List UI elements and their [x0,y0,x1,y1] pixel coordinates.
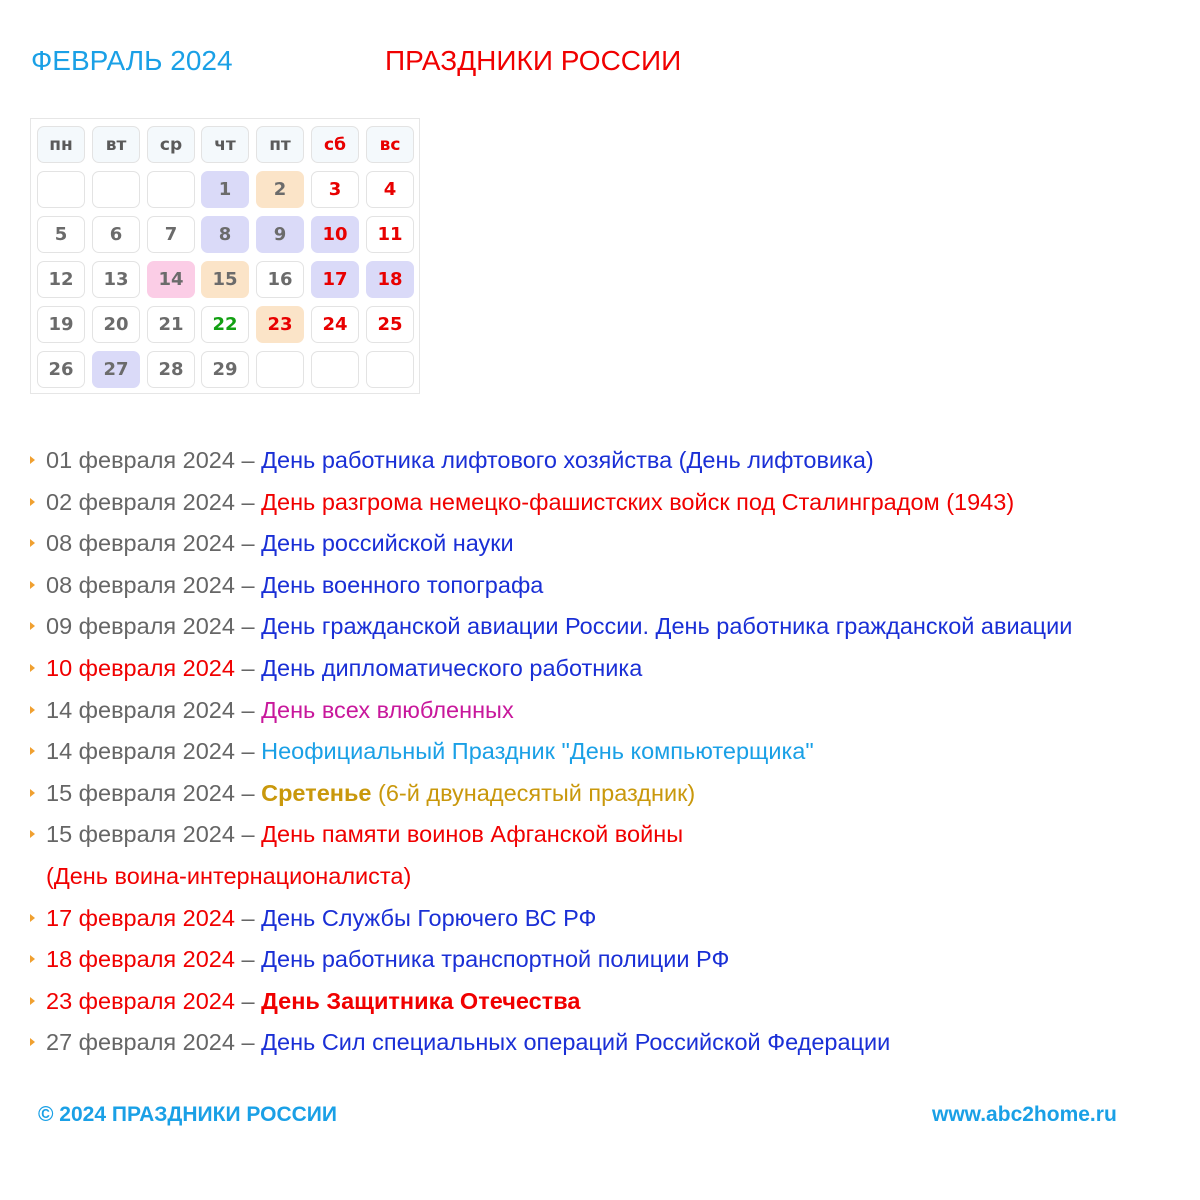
calendar-day[interactable]: 7 [147,216,195,253]
month-calendar [30,118,420,394]
weekday-header: вт [92,126,140,163]
holiday-date: 14 февраля 2024 [46,696,235,723]
calendar-day[interactable]: 24 [311,306,359,343]
bullet-arrow-icon [30,747,35,755]
holiday-dash: – [234,904,262,931]
holiday-item [28,606,1072,648]
calendar-empty-cell [37,171,85,208]
calendar-day[interactable]: 19 [37,306,85,343]
calendar-day[interactable]: 10 [311,216,359,253]
holiday-date: 14 февраля 2024 [46,738,235,765]
holiday-name: День всех влюбленных [261,696,514,723]
holiday-dash: – [234,654,262,681]
holiday-dash: – [234,821,262,848]
bullet-arrow-icon [30,789,35,797]
calendar-day[interactable]: 15 [201,261,249,298]
calendar-day[interactable]: 29 [201,351,249,388]
calendar-empty-cell [92,171,140,208]
website-link[interactable]: www.abc2home.ru [932,1103,1117,1126]
calendar-day[interactable]: 23 [256,306,304,343]
calendar-day[interactable]: 16 [256,261,304,298]
bullet-arrow-icon [30,997,35,1005]
calendar-empty-cell [256,351,304,388]
holiday-name: День памяти воинов Афганской войны [261,821,684,848]
bullet-arrow-icon [30,539,35,547]
bullet-arrow-icon [30,955,35,963]
holiday-date: 01 февраля 2024 [46,447,235,473]
holiday-date: 23 февраля 2024 [46,987,235,1014]
holiday-item [28,440,1072,482]
holiday-item [28,773,1072,815]
calendar-day[interactable]: 5 [37,216,85,253]
holiday-dash: – [234,1029,262,1056]
weekday-header: пт [256,126,304,163]
holiday-dash: – [234,488,262,515]
calendar-day[interactable]: 25 [366,306,414,343]
holiday-name: День дипломатического работника [261,654,643,681]
bullet-arrow-icon [30,581,35,589]
holiday-date: 08 февраля 2024 [46,530,235,557]
bullet-arrow-icon [30,664,35,672]
holiday-dash: – [234,779,262,806]
holiday-item [28,648,1072,690]
calendar-day[interactable]: 3 [311,171,359,208]
holiday-dash: – [234,613,262,640]
holiday-name: День Защитника Отечества [261,987,581,1014]
calendar-empty-cell [366,351,414,388]
holiday-date: 27 февраля 2024 [46,1029,235,1056]
holiday-dash: – [234,987,262,1014]
holiday-dash: – [234,447,262,473]
holiday-item [28,981,1072,1023]
calendar-day[interactable]: 26 [37,351,85,388]
bullet-arrow-icon [30,498,35,506]
holiday-name: Сретенье [261,779,372,806]
calendar-day[interactable]: 2 [256,171,304,208]
holiday-list [28,440,1072,1064]
bullet-arrow-icon [30,830,35,838]
calendar-day[interactable]: 4 [366,171,414,208]
holiday-name: День работника транспортной полиции РФ [261,946,730,973]
calendar-day[interactable]: 14 [147,261,195,298]
holiday-item [28,898,1072,940]
holiday-dash: – [234,946,262,973]
copyright-text: © 2024 ПРАЗДНИКИ РОССИИ [38,1103,337,1126]
weekday-header: чт [201,126,249,163]
holiday-dash: – [234,530,262,557]
weekday-header: пн [37,126,85,163]
holiday-item [28,814,1072,856]
holiday-dash: – [234,571,262,598]
holiday-name: Неофициальный Праздник "День компьютерщика" [261,738,814,765]
calendar-day[interactable]: 20 [92,306,140,343]
holiday-date: 15 февраля 2024 [46,779,235,806]
calendar-day[interactable]: 27 [92,351,140,388]
holiday-name: (День воина-интернационалиста) [46,862,412,889]
holiday-dash: – [234,696,262,723]
calendar-day[interactable]: 17 [311,261,359,298]
bullet-arrow-icon [30,1038,35,1046]
weekday-header: сб [311,126,359,163]
calendar-day[interactable]: 11 [366,216,414,253]
calendar-day[interactable]: 28 [147,351,195,388]
holiday-name: День разгрома немецко-фашистских войск под Сталинградом (1943) [261,488,1015,515]
holiday-name: День Службы Горючего ВС РФ [261,904,597,931]
bullet-arrow-icon [30,706,35,714]
holiday-name: День российской науки [261,530,514,557]
weekday-header: вс [366,126,414,163]
bullet-arrow-icon [30,914,35,922]
holiday-name: День Сил специальных операций Российской Федерации [261,1029,891,1056]
calendar-day[interactable]: 18 [366,261,414,298]
holiday-item [28,731,1072,773]
holiday-date: 18 февраля 2024 [46,946,235,973]
bullet-arrow-icon [30,622,35,630]
holiday-date: 02 февраля 2024 [46,488,235,515]
holiday-name: День военного топографа [261,571,544,598]
holiday-item [28,939,1072,981]
calendar-day[interactable]: 22 [201,306,249,343]
calendar-empty-cell [147,171,195,208]
month-title: ФЕВРАЛЬ 2024 [31,45,233,76]
calendar-day[interactable]: 1 [201,171,249,208]
holiday-name: (6-й двунадесятый праздник) [371,779,696,806]
calendar-day[interactable]: 9 [256,216,304,253]
holiday-date: 10 февраля 2024 [46,654,235,681]
calendar-day[interactable]: 13 [92,261,140,298]
holiday-name: День гражданской авиации России. День работника гражданской авиации [261,613,1073,640]
weekday-header: ср [147,126,195,163]
calendar-day[interactable]: 21 [147,306,195,343]
holiday-name: День работника лифтового хозяйства (День лифтовика) [261,447,874,473]
holiday-item [28,565,1072,607]
holiday-item [28,523,1072,565]
calendar-day[interactable]: 6 [92,216,140,253]
bullet-arrow-icon [30,456,35,464]
holiday-item [28,856,1072,898]
calendar-day[interactable]: 8 [201,216,249,253]
holiday-item [28,690,1072,732]
site-title: ПРАЗДНИКИ РОССИИ [385,45,682,76]
holiday-date: 17 февраля 2024 [46,904,235,931]
calendar-day[interactable]: 12 [37,261,85,298]
calendar-empty-cell [311,351,359,388]
holiday-date: 08 февраля 2024 [46,571,235,598]
holiday-date: 09 февраля 2024 [46,613,235,640]
holiday-item [28,482,1072,524]
holiday-item [28,1022,1072,1064]
holiday-dash: – [234,738,262,765]
holiday-date: 15 февраля 2024 [46,821,235,848]
